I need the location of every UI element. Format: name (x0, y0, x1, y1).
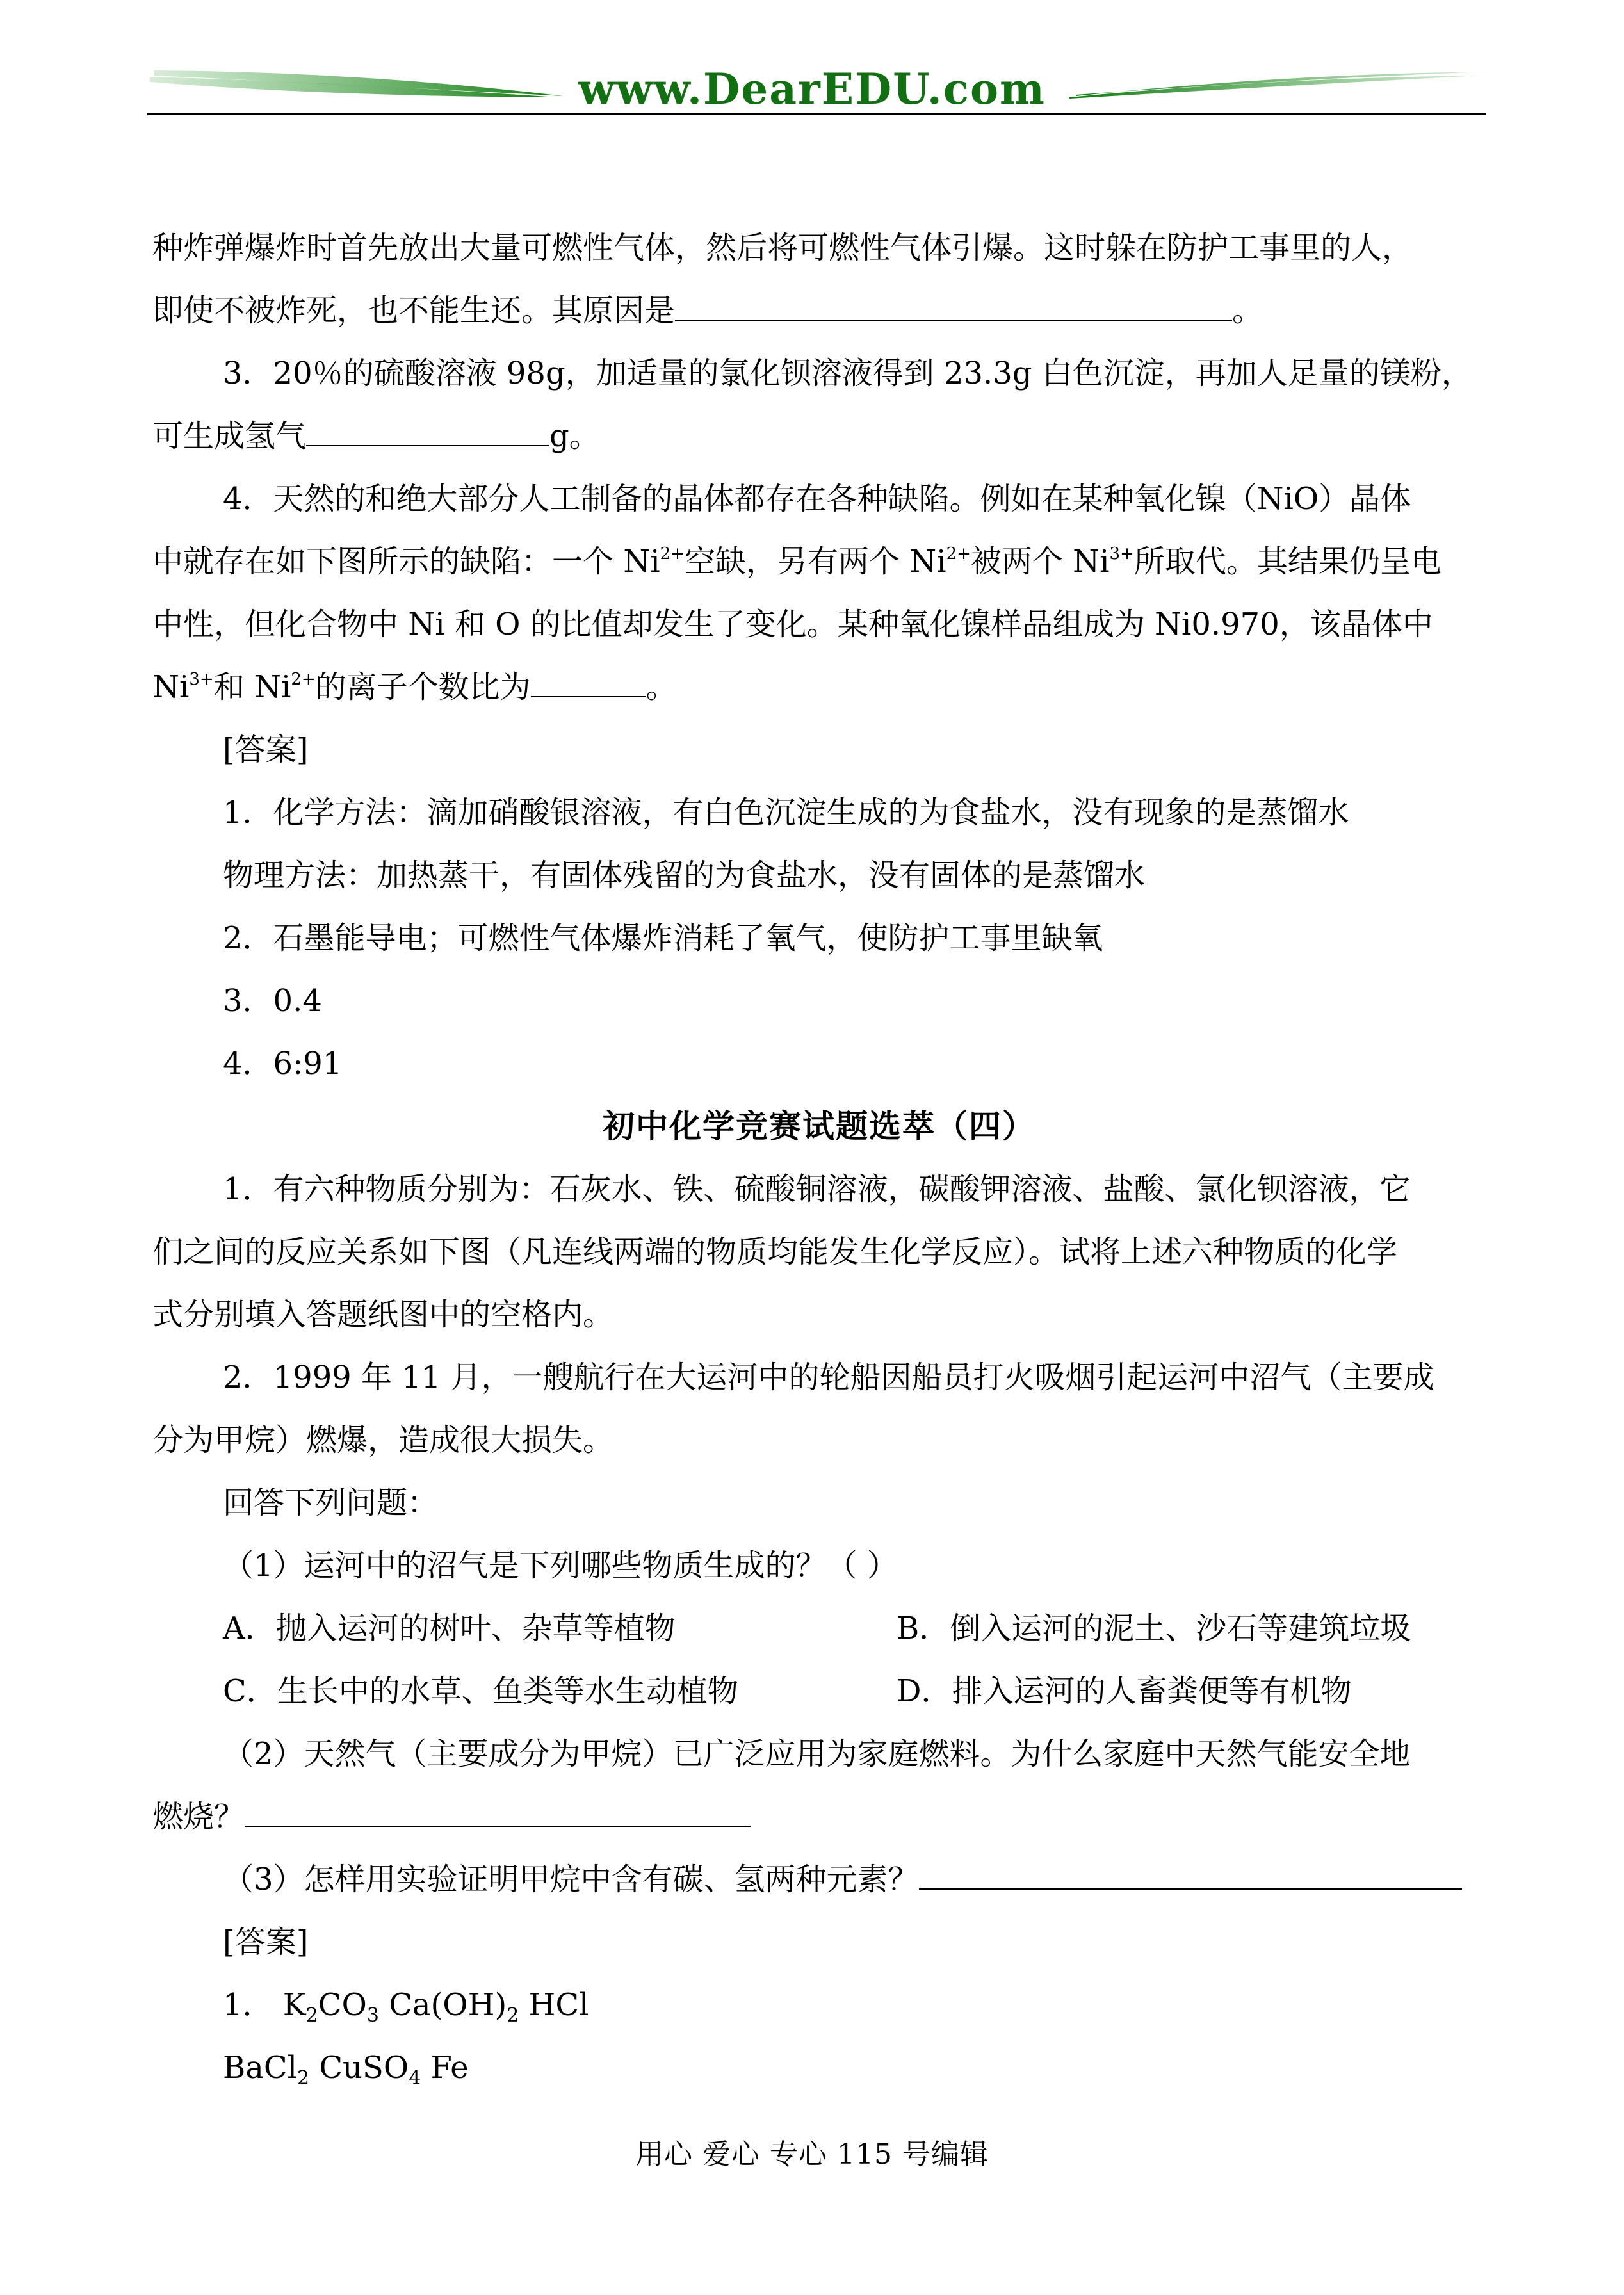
text: HCl (519, 1987, 589, 2023)
text: 中性，但化合物中 Ni 和 O 的比值却发生了变化。某种氧化镍样品组成为 Ni0.970，该晶体中 (152, 606, 1433, 642)
paragraph-line (152, 279, 1486, 342)
text: 和 Ni (213, 669, 291, 705)
question-line: （2）天然气（主要成分为甲烷）已广泛应用为家庭燃料。为什么家庭中天然气能安全地 (223, 1736, 1411, 1772)
text: 3．20％的硫酸溶液 98g，加适量的氯化钡溶液得到 23.3g 白色沉淀，再加人足量的镁粉， (223, 355, 1472, 391)
text: 所取代。其结果仍呈电 (1133, 544, 1441, 580)
text: （3）怎样用实验证明甲烷中含有碳、氢两种元素？ (223, 1861, 919, 1897)
answer-label: [答案] (223, 1924, 309, 1960)
text: Ca(OH) (378, 1987, 507, 2023)
option-a: A．抛入运河的树叶、杂草等植物 (223, 1610, 676, 1646)
fill-in-blank (306, 416, 549, 446)
option-b: B．倒入运河的泥土、沙石等建筑垃圾 (897, 1610, 1411, 1646)
answer-label: [答案] (223, 732, 309, 768)
text: 。 (646, 669, 677, 705)
fill-in-blank (675, 290, 1232, 321)
superscript: 2+ (660, 544, 685, 564)
formula-line (152, 1974, 1486, 2036)
superscript: 3+ (1109, 544, 1134, 564)
option-c: C．生长中的水草、鱼类等水生动植物 (223, 1673, 738, 1709)
options-row (152, 1660, 1486, 1723)
formula-line (152, 2036, 1486, 2099)
subscript: 2 (305, 2004, 318, 2027)
text: 空缺，另有两个 Ni (684, 544, 946, 580)
document-body (152, 216, 1486, 2099)
section-title: 初中化学竞赛试题选萃（四） (603, 1107, 1035, 1145)
superscript: 2+ (946, 544, 971, 564)
fill-in-blank (919, 1859, 1462, 1890)
question-line: （1）运河中的沼气是下列哪些物质生成的？（ ） (223, 1548, 898, 1584)
question-line (152, 1785, 1486, 1848)
text: Ni (152, 669, 190, 705)
paragraph-line (152, 656, 1486, 718)
fill-in-blank (245, 1796, 751, 1827)
question-line (152, 1848, 1486, 1911)
paragraph-line (152, 342, 1486, 405)
paragraph-line: 们之间的反应关系如下图（凡连线两端的物质均能发生化学反应）。试将上述六种物质的化学 (152, 1234, 1398, 1270)
text: 。 (1232, 293, 1263, 328)
paragraph-line (152, 216, 1486, 279)
text: 即使不被炸死，也不能生还。其原因是 (152, 293, 676, 328)
subscript: 2 (507, 2004, 519, 2027)
text: 可生成氢气 (152, 418, 307, 454)
subscript: 2 (296, 2067, 310, 2089)
text: g。 (549, 418, 600, 454)
answer-line: 物理方法：加热蒸干，有固体残留的为食盐水，没有固体的是蒸馏水 (223, 857, 1146, 893)
subscript: 3 (366, 2004, 379, 2027)
text: 被两个 Ni (970, 544, 1110, 580)
answer-line: 2．石墨能导电；可燃性气体爆炸消耗了氧气，使防护工事里缺氧 (223, 920, 1103, 956)
paragraph-line: 分为甲烷）燃爆，造成很大损失。 (152, 1422, 614, 1458)
text: 中就存在如下图所示的缺陷：一个 Ni (152, 544, 660, 580)
paragraph-line (152, 467, 1486, 530)
page-header (0, 0, 1624, 128)
option-d: D．排入运河的人畜粪便等有机物 (897, 1673, 1352, 1709)
text: 燃烧？ (152, 1799, 245, 1835)
text: 4．天然的和绝大部分人工制备的晶体都存在各种缺陷。例如在某种氧化镍（NiO）晶体 (223, 481, 1411, 517)
paragraph-line: 式分别填入答题纸图中的空格内。 (152, 1297, 614, 1333)
text: BaCl (223, 2050, 297, 2086)
page-footer: 用心 爱心 专心 115 号编辑 (635, 2138, 989, 2171)
fill-in-blank (531, 667, 646, 697)
text: Fe (421, 2050, 469, 2086)
text: 种炸弹爆炸时首先放出大量可燃性气体，然后将可燃性气体引爆。这时躲在防护工事里的人， (152, 230, 1413, 266)
options-row (152, 1597, 1486, 1660)
paragraph-line (152, 405, 1486, 467)
text: CO (318, 1987, 367, 2023)
subscript: 4 (409, 2067, 421, 2089)
text: 1． K (223, 1987, 306, 2023)
paragraph-line (152, 593, 1486, 656)
paragraph-line (152, 530, 1486, 593)
site-logo: www.DearEDU.com (578, 64, 1046, 114)
answer-line: 4．6:91 (223, 1046, 343, 1082)
superscript: 3+ (189, 670, 214, 689)
text: 的离子个数比为 (315, 669, 531, 705)
paragraph-line: 2．1999 年 11 月，一艘航行在大运河中的轮船因船员打火吸烟引起运河中沼气（主要成 (223, 1359, 1434, 1395)
superscript: 2+ (291, 670, 316, 689)
text: CuSO (309, 2050, 409, 2086)
paragraph-line: 1．有六种物质分别为：石灰水、铁、硫酸铜溶液，碳酸钾溶液、盐酸、氯化钡溶液，它 (223, 1171, 1411, 1207)
answer-line: 1．化学方法：滴加硝酸银溶液，有白色沉淀生成的为食盐水，没有现象的是蒸馏水 (223, 795, 1349, 831)
answer-line: 3．0.4 (223, 983, 322, 1019)
paragraph-line: 回答下列问题： (223, 1485, 439, 1521)
